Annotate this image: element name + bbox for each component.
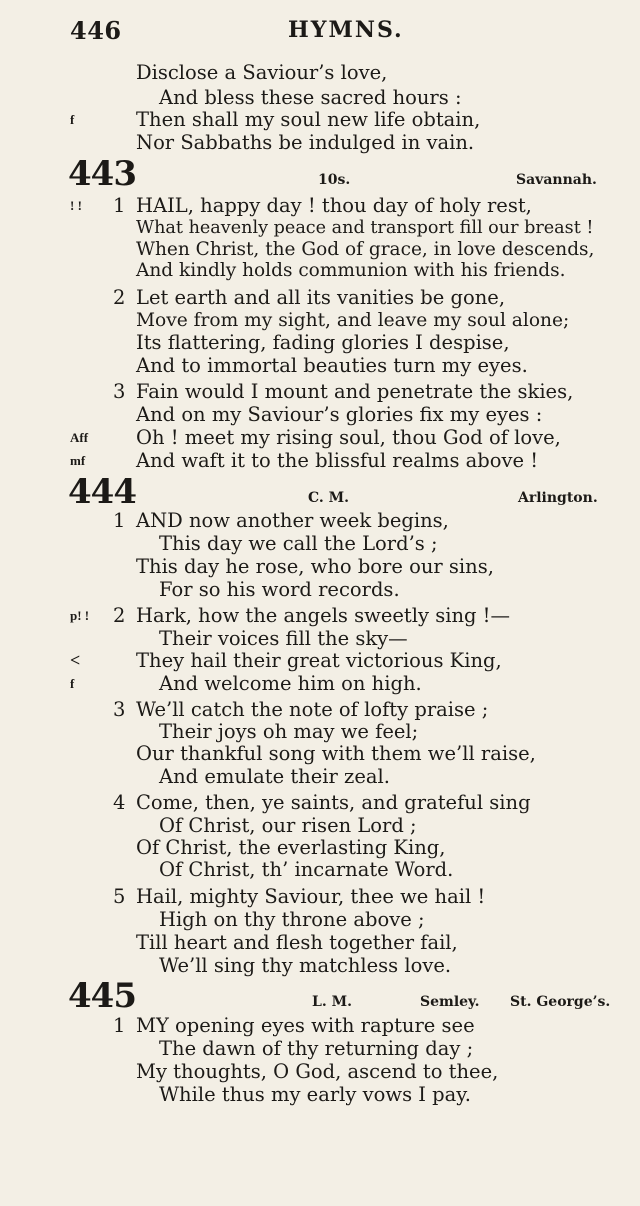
stanza-number: 1 bbox=[113, 194, 126, 217]
verse-line bbox=[0, 86, 640, 110]
verse-line bbox=[0, 604, 640, 628]
verse-text: This day we call the Lord’s ; bbox=[159, 532, 438, 555]
stanza-number: 2 bbox=[113, 604, 126, 627]
verse-text: And waft it to the blissful realms above ! bbox=[136, 449, 539, 472]
hymn-heading bbox=[0, 154, 640, 194]
verse-text: Disclose a Saviour’s love, bbox=[136, 61, 388, 84]
verse-text: Hark, how the angels sweetly sing !— bbox=[136, 604, 511, 627]
stanza-number: 5 bbox=[113, 885, 126, 908]
verse-line bbox=[0, 449, 640, 473]
alternate-tune-name: St. George’s. bbox=[510, 994, 611, 1010]
verse-line bbox=[0, 931, 640, 955]
verse-line bbox=[0, 649, 640, 673]
verse-line bbox=[0, 403, 640, 427]
verse-line bbox=[0, 672, 640, 696]
verse-line bbox=[0, 742, 640, 766]
verse-line bbox=[0, 1037, 640, 1061]
verse-text: Of Christ, the everlasting King, bbox=[136, 836, 446, 859]
verse-text: My thoughts, O God, ascend to thee, bbox=[136, 1060, 499, 1083]
verse-text: HAIL, happy day ! thou day of holy rest, bbox=[136, 194, 532, 217]
verse-text: Come, then, ye saints, and grateful sing bbox=[136, 791, 531, 814]
tune-name: Savannah. bbox=[516, 172, 597, 188]
verse-text: While thus my early vows I pay. bbox=[159, 1083, 471, 1106]
verse-text: We’ll catch the note of lofty praise ; bbox=[136, 698, 489, 721]
verse-text: For so his word records. bbox=[159, 578, 400, 601]
verse-line bbox=[0, 532, 640, 556]
tune-name: Semley. bbox=[420, 994, 480, 1010]
hymn-heading bbox=[0, 976, 640, 1016]
verse-line bbox=[0, 1014, 640, 1038]
verse-line bbox=[0, 354, 640, 378]
crescendo-mark: < bbox=[70, 650, 81, 670]
stanza-number: 3 bbox=[113, 698, 126, 721]
verse-line bbox=[0, 814, 640, 838]
page-header bbox=[70, 16, 610, 52]
verse-line bbox=[0, 380, 640, 404]
verse-text: What heavenly peace and transport fill our breast ! bbox=[136, 218, 594, 238]
verse-line bbox=[0, 578, 640, 602]
verse-text: Hail, mighty Saviour, thee we hail ! bbox=[136, 885, 486, 908]
verse-text: And emulate their zeal. bbox=[159, 765, 390, 788]
dynamic-mark: f bbox=[70, 676, 75, 691]
verse-line bbox=[0, 858, 640, 882]
stanza-number: 2 bbox=[113, 286, 126, 309]
verse-line bbox=[0, 1060, 640, 1084]
verse-text: Their joys oh may we feel; bbox=[159, 720, 419, 743]
stanza-number: 3 bbox=[113, 380, 126, 403]
verse-text: The dawn of thy returning day ; bbox=[159, 1037, 474, 1060]
verse-line bbox=[0, 194, 640, 218]
verse-line bbox=[0, 885, 640, 909]
dynamic-mark: ! ! bbox=[70, 198, 82, 213]
verse-line bbox=[0, 259, 640, 283]
hymn-number: 444 bbox=[68, 472, 136, 512]
verse-line bbox=[0, 836, 640, 860]
verse-text: High on thy throne above ; bbox=[159, 908, 425, 931]
verse-line bbox=[0, 286, 640, 310]
dynamic-mark: mf bbox=[70, 453, 86, 468]
dynamic-mark: p! ! bbox=[70, 608, 90, 623]
verse-text: Its flattering, fading glories I despise, bbox=[136, 331, 510, 354]
verse-line bbox=[0, 791, 640, 815]
stanza-number: 1 bbox=[113, 509, 126, 532]
verse-line bbox=[0, 1083, 640, 1107]
verse-text: Nor Sabbaths be indulged in vain. bbox=[136, 131, 475, 154]
verse-text: Of Christ, our risen Lord ; bbox=[159, 814, 417, 837]
hymn-meter: 10s. bbox=[318, 172, 351, 188]
verse-text: And kindly holds communion with his friends. bbox=[136, 260, 566, 281]
verse-line bbox=[0, 131, 640, 155]
hymn-meter: C. M. bbox=[308, 490, 350, 506]
verse-text: Fain would I mount and penetrate the skies, bbox=[136, 380, 574, 403]
verse-text: MY opening eyes with rapture see bbox=[136, 1014, 475, 1037]
verse-text: Of Christ, th’ incarnate Word. bbox=[159, 858, 454, 881]
verse-text: And to immortal beauties turn my eyes. bbox=[136, 354, 528, 377]
verse-text: Move from my sight, and leave my soul alone; bbox=[136, 310, 570, 331]
page-number: 446 bbox=[70, 16, 122, 45]
stanza-number: 4 bbox=[113, 791, 126, 814]
verse-line bbox=[0, 509, 640, 533]
verse-text: Let earth and all its vanities be gone, bbox=[136, 286, 506, 309]
verse-line bbox=[0, 627, 640, 651]
tune-name: Arlington. bbox=[518, 490, 598, 506]
dynamic-mark: Aff bbox=[70, 430, 89, 445]
hymn-meter: L. M. bbox=[312, 994, 352, 1010]
hymn-number: 445 bbox=[68, 976, 136, 1016]
verse-line bbox=[0, 908, 640, 932]
verse-text: We’ll sing thy matchless love. bbox=[159, 954, 452, 977]
verse-line bbox=[0, 216, 640, 240]
verse-line bbox=[0, 555, 640, 579]
verse-text: And on my Saviour’s glories fix my eyes : bbox=[136, 403, 543, 426]
verse-line bbox=[0, 108, 640, 132]
verse-text: When Christ, the God of grace, in love descends, bbox=[136, 239, 595, 260]
verse-text: Till heart and flesh together fail, bbox=[136, 931, 458, 954]
hymn-number: 443 bbox=[68, 154, 136, 194]
verse-text: Our thankful song with them we’ll raise, bbox=[136, 742, 536, 765]
dynamic-mark: f bbox=[70, 112, 75, 127]
verse-text: Then shall my soul new life obtain, bbox=[136, 108, 481, 131]
verse-line bbox=[0, 720, 640, 744]
verse-line bbox=[0, 61, 640, 85]
verse-line bbox=[0, 698, 640, 722]
verse-text: This day he rose, who bore our sins, bbox=[136, 555, 494, 578]
verse-text: And bless these sacred hours : bbox=[159, 86, 462, 109]
verse-text: AND now another week begins, bbox=[136, 509, 449, 532]
verse-text: And welcome him on high. bbox=[159, 672, 422, 695]
stanza-number: 1 bbox=[113, 1014, 126, 1037]
hymn-heading bbox=[0, 472, 640, 512]
verse-line bbox=[0, 331, 640, 355]
verse-line bbox=[0, 309, 640, 333]
verse-line bbox=[0, 954, 640, 978]
verse-line bbox=[0, 765, 640, 789]
verse-text: They hail their great victorious King, bbox=[136, 649, 502, 672]
verse-line bbox=[0, 426, 640, 450]
verse-text: Oh ! meet my rising soul, thou God of love, bbox=[136, 426, 561, 449]
running-title: HYMNS. bbox=[288, 17, 404, 43]
verse-text: Their voices fill the sky— bbox=[159, 627, 408, 650]
